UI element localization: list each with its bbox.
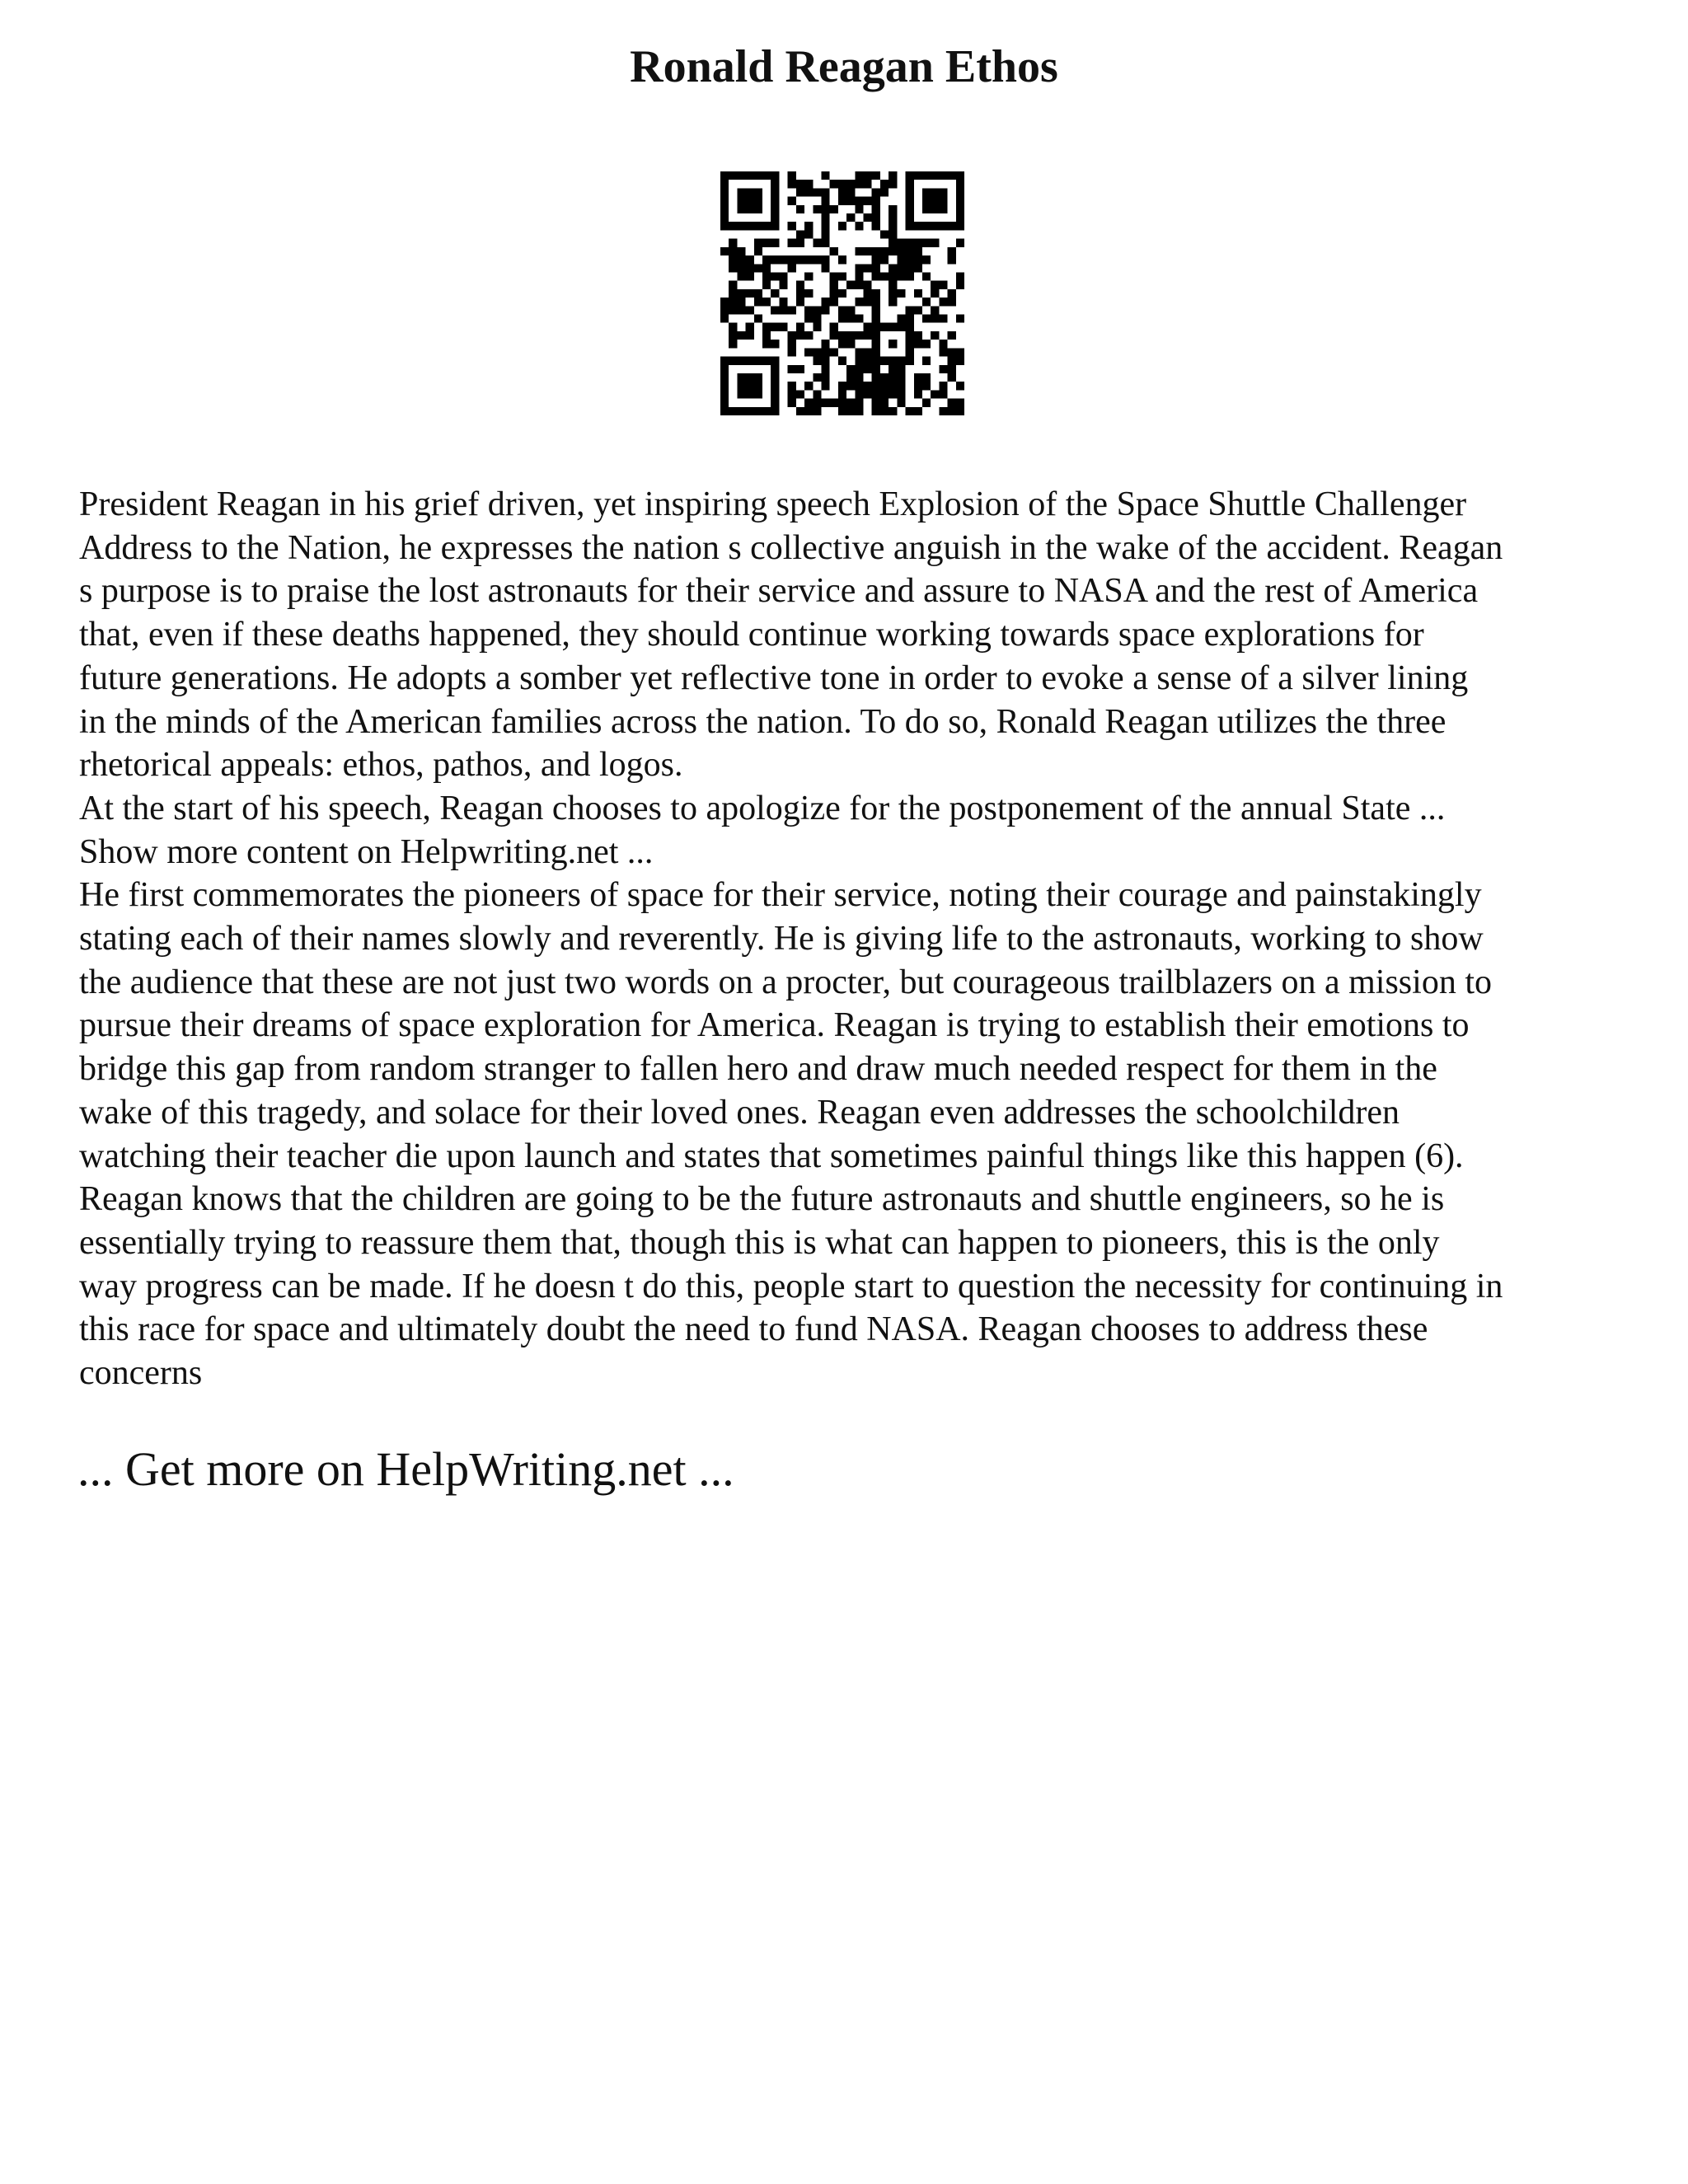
page-title: Ronald Reagan Ethos — [630, 41, 1058, 92]
paragraph-intro: President Reagan in his grief driven, yet inspiring speech Explosion of the Space Shuttle Challenger Address to the Nation, he expresses the nation s collective anguish in the wake of the accident. Reagan s purpose is to praise the lost astronauts for their service and assure to NASA and the rest of America that, even if these deaths happened, they should continue working towards space explorations for future generations. He adopts a somber yet reflective tone in order to evoke a sense of a silver lining in the minds of the American families across the nation. To do so, Ronald Reagan utilizes the three rhetorical appeals: ethos, pathos, and logos. — [79, 485, 1503, 785]
paragraph-analysis: He first commemorates the pioneers of space for their service, noting their courage and painstakingly stating each of their names slowly and reverently. He is giving life to the astronauts, working to show the audience that these are not just two words on a procter, but courageous trailblazers on a mission to pursue their dreams of space exploration for America. Reagan is trying to establish their emotions to bridge this gap from random stranger to fallen hero and draw much needed respect for them in the wake of this tragedy, and solace for their loved ones. Reagan even addresses the schoolchildren watching their teacher die upon launch and states that sometimes painful things like this happen (6). Reagan knows that the children are going to be the future astronauts and shuttle engineers, so he is essentially trying to reassure them that, though this is what can happen to pioneers, this is the only way progress can be made. If he doesn t do this, people start to question the necessity for continuing in this race for space and ultimately doubt the need to fund NASA. Reagan chooses to address these concerns — [79, 876, 1503, 1393]
show-more-content-link[interactable]: Show more content on Helpwriting.net ... — [79, 832, 654, 871]
get-more-link[interactable]: ... Get more on HelpWriting.net ... — [77, 1442, 734, 1496]
article-body — [79, 483, 1629, 1395]
qr-code-icon — [720, 171, 964, 415]
paragraph-excerpt: At the start of his speech, Reagan chooses to apologize for the postponement of the annual State ... — [79, 789, 1446, 827]
